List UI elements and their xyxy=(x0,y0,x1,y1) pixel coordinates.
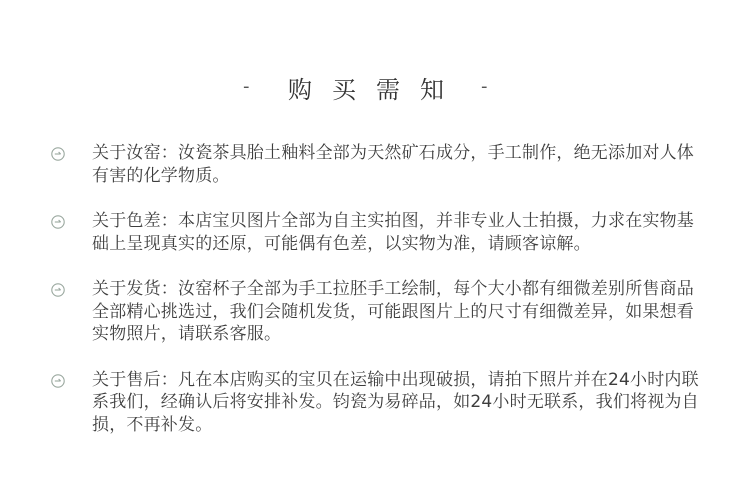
arrow-right-circle-icon xyxy=(51,283,65,297)
notice-item-aftersales xyxy=(0,369,750,437)
section-header xyxy=(0,68,750,108)
page-title: 购买需知 xyxy=(288,76,464,104)
notice-text: 关于发货：汝窑杯子全部为手工拉胚手工绘制，每个大小都有细微差别所售商品全部精心挑选过，我们会随机发货，可能跟图片上的尺寸有细微差异，如果想看实物照片，请联系客服。 xyxy=(92,279,694,344)
notice-list xyxy=(0,142,750,459)
arrow-right-circle-icon xyxy=(51,374,65,388)
title-dash-right: - xyxy=(481,76,488,97)
notice-item-shipping xyxy=(0,278,750,346)
notice-item-color xyxy=(0,210,750,255)
notice-text: 关于汝窑：汝瓷茶具胎土釉料全部为天然矿石成分，手工制作，绝无添加对人体有害的化学物质。 xyxy=(92,143,694,186)
notice-text: 关于色差：本店宝贝图片全部为自主实拍图，并非专业人士拍摄，力求在实物基础上呈现真实的还原，可能偶有色差，以实物为准，请顾客谅解。 xyxy=(92,211,694,254)
arrow-right-circle-icon xyxy=(51,215,65,229)
title-dash-left: - xyxy=(243,76,250,97)
notice-text: 关于售后：凡在本店购买的宝贝在运输中出现破损，请拍下照片并在24小时内联系我们，经确认后将安排补发。钧瓷为易碎品，如24小时无联系，我们将视为自损，不再补发。 xyxy=(92,369,699,435)
notice-item-material xyxy=(0,142,750,187)
arrow-right-circle-icon xyxy=(51,147,65,161)
